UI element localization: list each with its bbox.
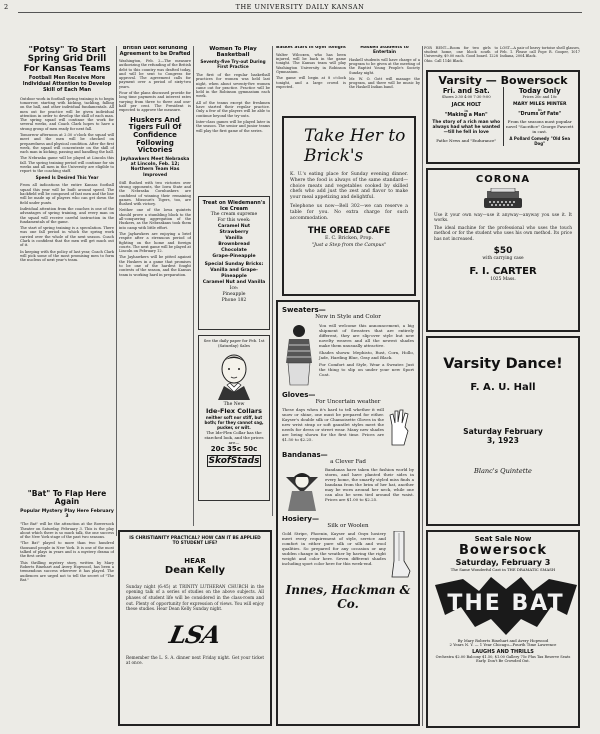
bat-tagline: The Same Wonderful Cast in THE DRAMATIC SMASH — [450, 567, 556, 572]
huskers-subhead: Jayhawkers Meet Nebraska at Lincoln, Feb. 12; Northern Team Has Improved — [120, 157, 190, 178]
bowersock-days: Today Only — [518, 87, 561, 95]
article-haskell — [349, 46, 420, 112]
article-potsy — [20, 46, 114, 488]
basket-paragraph: Walter Wilcoxen, who has been injured, will be back in the game tonight. The Kansas team will play Washington University in Robinson Gymnasium. — [276, 52, 346, 75]
kelly-speaker: Dean Kelly — [164, 564, 226, 576]
corona-case: with carrying case — [482, 256, 524, 262]
wiedemann-ice: Pineapple — [222, 292, 246, 297]
women-headline: Women To Play Basketball — [209, 46, 257, 59]
ad-corona — [426, 168, 580, 332]
sweaters-body: You will welcome this announcement, a big shipment of Sweaters that are entirely different, they are slip-over style but new novelty weaves and all the newest shades make them unusually attractive. — [319, 323, 414, 348]
potsy-subhead: Football Men Receive More Individual Attention to Develop Skill of Each Man — [22, 75, 112, 93]
glove-illustration — [384, 407, 414, 447]
kelly-body: Sunday night (6:45) at TRINITY LUTHERAN CHURCH in the opening talk of a series of studies on the above subjects. All phases of student life will be considered in the class-room and out. Plenty of opportunity for expression of views. You will enjoy these studies. Hear Dean Kelly Sunday night. — [126, 583, 264, 612]
potsy-paragraph: Tomorrow afternoon at 2:30 o'clock the squad will meet and the men will be checked on preparedness and physical condition. After the first week, the squad will concentrate on the skill of each man in kicking, passing and handling the ball. — [20, 132, 114, 155]
innes-store-logo: Innes, Hackman & Co. — [285, 583, 411, 611]
women-subhead: Seventy-five Try-out During First Practice — [200, 59, 266, 70]
column-rule — [193, 46, 194, 526]
bowersock-star: MARY MILES MINTER — [512, 102, 567, 107]
haskell-paragraph: Haskell students will have charge of a program to be given at the meeting of the Baptist Young People's Society Sunday night. — [349, 57, 420, 75]
potsy-paragraph: Individual attention from the coaches is one of the advantages of spring training, and every man on the squad will receive careful instruction in the fundamentals of the game. — [20, 206, 114, 224]
gloves-head: Gloves— — [282, 391, 316, 399]
wiedemann-ice-label: Ice: — [229, 286, 239, 291]
skofstad-desc: neither soft nor stiff, but both; for they cannot sag, pucker, or wilt. — [204, 415, 264, 431]
classified-for-rent: FOR RENT—Room for two girls to student home, one block south of University, $9.00 each. Good board. 1228 Ohio. Call 1146 Black. — [424, 46, 498, 63]
oread-body: K. U.'s eating place for Sunday evening dinner. Where the food is always of the same standard—choice meats and vegetables cooked by skilled chefs who add just the zest and flavor to make your meal appetizing and delightful. — [290, 172, 408, 201]
typewriter-icon — [481, 188, 525, 210]
women-paragraph: The first of the regular basketball practices for women was held last night, when about seventy-five women came out for practice. Practice will be held in the Robinson gymnasium each week. — [196, 72, 270, 99]
basket-headline: Basket Stars in Gym Tonight — [276, 46, 346, 50]
huskers-paragraph: Still flushed with two victories over strong opponents, the Iowa State and the Nebraska Cornhuskers are confident of winning their remaining games. Missouri's Tigers, too, are flushed with victory. — [119, 180, 191, 207]
debt-paragraph: Washington, Feb. 2—The measure authorizing the refunding of the British debt to this country was drafted today, and will be sent to Congress for approval. The agreement calls for payment over a period of sixty-two years. — [119, 59, 191, 89]
flavor-item: Strawberry — [219, 230, 249, 235]
corona-title: CORONA — [475, 174, 531, 185]
bandanas-head: Bandanas— — [282, 451, 328, 459]
ad-theaters — [426, 70, 580, 164]
huskers-paragraph: The Jayhawkers are enjoying a brief respite after a strenuous period of fighting on the home and foreign courts. The next game will be played at Lincoln on February 12. — [119, 231, 191, 254]
masthead-title: THE UNIVERSITY DAILY KANSAN — [235, 3, 365, 11]
column-rule — [272, 46, 273, 516]
bowersock-film: "Drums of Fate" — [518, 112, 562, 117]
bowersock-extra: A Pollard Comedy "Old Sea Dog" — [509, 136, 571, 146]
article-basket-stars — [276, 46, 346, 112]
lsa-logo: LSA — [166, 619, 223, 649]
bat-laughs: LAUGHS AND THRILLS — [472, 648, 534, 655]
flavor-item: Grape-Pineapple — [212, 254, 256, 259]
varsity-extra: Pathe News and "Endurance" — [436, 137, 497, 143]
ad-varsity-dance — [426, 336, 580, 526]
varsity-desc: The story of a rich man who always had what he wanted —till he fell in love — [432, 120, 501, 136]
bowersock-in: in — [537, 107, 542, 112]
skofstad-price-intro: The Ide-Flex Collar has the starched look, and the prices are— — [204, 430, 264, 446]
oread-name: THE OREAD CAFE — [307, 226, 391, 237]
kelly-hear: HEAR — [184, 556, 206, 565]
bat-paragraph: "The Bat" will be the attraction at the Bowersock Theater on Saturday, February 3. This is the play about which there is so much talk, the one success of the New York stage of the past two seasons. — [20, 522, 114, 540]
stocking-illustration — [386, 531, 414, 579]
corona-price: $50 — [493, 246, 513, 257]
sweaters-sub: New in Style and Color — [315, 314, 381, 320]
bandanas-sub: a Clever Fad — [330, 459, 366, 465]
corona-body2: The ideal machine for the professional who uses the touch method or for the student who uses his own method. Its price has not increased. — [434, 225, 572, 242]
special-item: Vanilla and Grape-Pineapple — [210, 268, 258, 279]
flavor-item: Caramel Nut — [217, 224, 251, 229]
theater-dash: — — [485, 74, 497, 87]
column-rule — [422, 46, 423, 726]
sweaters-tail: For Comfort and Style, Wear a Sweater. Just the thing to slip on under your new Sport Coat. — [319, 362, 414, 377]
varsity-name: Varsity — [438, 74, 482, 87]
bat-authors: By Mary Roberts Rinehart and Avery Hopwood — [457, 637, 549, 643]
bat-paragraph: This thrilling mystery story, written by Mary Roberts Rinehart and Avery Hopwood, has been a tremendous success wherever it has played. The audiences are urged not to tell the secret of "The Bat." — [20, 560, 114, 582]
bowersock-desc: From the seasons most popular novel "Sacrifice" George Fawcett in cast. — [506, 119, 574, 134]
varsity-times: Shows 2:30 4:00 7:30 9:00 — [441, 95, 491, 99]
bat-headline: "Bat" To Flap Here Again — [27, 490, 107, 507]
page-number: 2 — [4, 3, 9, 11]
bat-graphic — [433, 575, 573, 637]
potsy-paragraph: From all indications the entire Kansas football squad this year will be built around speed. The backfield will be composed of fast men and the line will be made up of players who can get down the field under punts. — [20, 183, 114, 205]
haskell-paragraph: Mr. W. O. Gott will manage the program, and there will be music by the Haskell Indian band. — [349, 76, 420, 90]
oread-tagline: "Just a Step from the Campus" — [311, 243, 387, 249]
bandanas-body: Bandanas have taken the fashion world by storm, and have planted their sides in every home, the smartly styled miss finds a bandana from the brim of her hat, another may be worn around her neck, while one can also be seen tied around the waist. Prices are $1.00 to $2.25. — [325, 467, 414, 502]
sweater-lady-illustration — [282, 323, 316, 387]
wiedemann-title: Treat on Wiedemann's Ice Cream — [202, 200, 266, 212]
gloves-sub: For Uncertain weather — [315, 399, 381, 405]
potsy-headline: "Potsy" To Start Spring Grid Drill For Kansas Teams — [23, 46, 111, 74]
speed-subhead: Speed Is Desired This Year — [35, 174, 99, 180]
sweaters-head: Sweaters— — [282, 306, 326, 314]
bat-date: Saturday, February 3 — [455, 558, 551, 567]
article-bat — [20, 490, 114, 726]
ad-innes-hackman — [276, 300, 420, 726]
dance-date: Saturday February 3, 1923 — [463, 427, 543, 445]
special-item: Caramel Nut and Vanilla — [202, 280, 266, 285]
haskell-headline: Haskell Students to Entertain — [360, 46, 409, 55]
potsy-paragraph: The Nebraska game will be played at Lincoln this fall. The spring training period will continue for six weeks and all men in the University are eligible to report to the coaching staff. — [20, 156, 114, 174]
skofstad-prices: 20c 35c 50c — [210, 445, 258, 454]
flavor-item: Vanilla — [225, 236, 243, 241]
man-portrait-illustration — [212, 350, 256, 400]
dance-title: Varsity Dance! — [443, 356, 563, 372]
dance-venue: F. A. U. Hall — [470, 382, 536, 393]
bat-run: 2 Years N. Y. — 1 Year Chicago—Fourth Time Lawrence — [449, 642, 557, 648]
bat-theater: Bowersock — [458, 543, 548, 558]
varsity-star: JACK HOLT — [451, 102, 481, 108]
skofstad-new-label: The New — [223, 402, 245, 408]
flavor-item: Chocolate — [221, 248, 247, 253]
ad-dean-kelly — [118, 530, 272, 726]
debt-paragraph: Four of the plans discussed provide for long time payments and interest rates varying from three to three and one-half per cent. The President is expected to approve the measure. — [119, 91, 191, 113]
oread-title: Take Her to Brick's — [304, 126, 406, 166]
basket-paragraph: The game will begin at 8 o'clock tonight, and a large crowd is expected. — [276, 76, 346, 89]
debt-headline: British Debt Refunding Agreement to be Drafted — [119, 46, 191, 57]
wiedemann-special-head: Special Sunday Bricks: — [204, 262, 264, 267]
kelly-headline: IS CHRISTIANITY PRACTICAL? HOW CAN IT BE APPLIED TO STUDENT LIFE? — [129, 536, 261, 547]
wiedemann-for-week: For this week: — [217, 218, 251, 223]
ad-wiedemann — [198, 196, 270, 330]
huskers-headline: Huskers And Tigers Full Of Confidence Following Victories — [128, 115, 182, 155]
varsity-days: Fri. and Sat. — [442, 87, 490, 95]
article-british-debt — [119, 46, 191, 516]
bat-paragraph: "The Bat" played to more than two hundred thousand people in New York. It is one of the most talked of plays in years and is a mystery drama of the first order. — [20, 541, 114, 559]
hosiery-head: Hosiery— — [282, 515, 319, 523]
wiedemann-phone: Phone 182 — [221, 298, 247, 303]
oread-owner: E. C. Bricken, Prop. — [324, 236, 374, 242]
skofstad-logo: SkofStads — [208, 456, 260, 467]
corona-address: 1025 Mass. — [490, 277, 516, 283]
hosiery-sub: Silk or Woolen — [327, 523, 369, 529]
bat-seat-sale: Seat Sale Now — [474, 535, 532, 543]
bat-play-title: THE BAT — [447, 590, 565, 616]
ad-skofstad — [198, 335, 270, 501]
gloves-body: These days when it's hard to tell whether it will snow or shine, one must be prepared for either. Kayser's double silk or Chamoisette Gloves in the new wrist strap or soft gauntlet styles meet the needs for dress or street wear. Many new shades are being shown for the first time. Prices are $1.50 to $2.25. — [282, 407, 384, 442]
varsity-film: "Making a Man" — [444, 113, 488, 118]
masthead-rule — [18, 12, 582, 13]
article-women-basketball — [196, 46, 270, 192]
dance-band: Blanc's Quintette — [474, 467, 532, 475]
wiedemann-intro: The cream supreme — [210, 212, 258, 217]
hosiery-body: Gold Stripe, Phoenix, Kayser and Onyx hosiery meet every requirement of style, service and comfort in either pure silk or silk and wool qualities. So prepared for any occasion or any sudden change in the weather by having the right weight and color here. Seven different shades including sport color here for this week-end. — [282, 531, 386, 566]
corona-dealer: F. I. CARTER — [469, 266, 537, 278]
potsy-paragraph: Outdoor work in football spring training is to begin tomorrow, starting with kicking, tackling, falling on the ball, and other individual fundamentals. All men out for practice will be given individual attention in order to develop the skill of each man. The spring squad will continue the work for several weeks, and Coach Clark hopes to have a strong group of men ready for next fall. — [20, 96, 114, 131]
potsy-paragraph: In keeping with the policy of last year, Coach Clark will pick some of the most promising men to form the nucleus of next year's team. — [20, 249, 114, 263]
women-paragraph: All of the teams except the freshmen have started their regular practice. Only a few of the players will be able to continue beyond the try-outs. — [196, 100, 270, 118]
bowersock-name: Bowersock — [500, 74, 568, 87]
ad-oread-cafe — [282, 116, 416, 296]
bandana-lady-illustration — [282, 467, 322, 511]
kelly-footer: Remember the L. S. A. dinner next Friday night. Get your ticket at once. — [126, 654, 264, 666]
oread-phone: Telephone us now—Bell 302—we can reserve a table for you. No extra charge for such accommodation. — [290, 203, 408, 221]
classified-lost: LOST—A pair of heavy tortoise shell glasses, Feb. 1. Please call Pope R. Gooper, 1017 Indiana, 2004 Black. — [500, 46, 580, 59]
bat-prices: Orchestra $2.00 Balcony $1.50, $1.00 Gallery 75c Plus Tax Reserve Seats Early. Don't Be Crowded Out. — [435, 654, 571, 664]
women-paragraph: Inter-class games will be played later in the season. The senior and junior teams will play the first game of the series. — [196, 119, 270, 133]
ad-bowersock-bat — [426, 530, 580, 728]
corona-body1: Use it your own way—use it anyway—anyway you use it. It works. — [434, 213, 572, 224]
huskers-paragraph: The Jayhawkers will be pitted against the Huskers in a game that promises to be one of the hardest fought contests of the season, and the Kansas team is working hard in preparation. — [119, 255, 191, 277]
varsity-in: in — [464, 108, 469, 113]
flavor-item: Brownbread — [218, 242, 250, 247]
skofstad-top-text: See the daily paper for Feb. 1st (Saturday) Sales — [203, 338, 265, 348]
sweaters-shades: Shades shown: Mephisto, Rust, Corn, Hollo, Jade, Harding Blue, Gray and Black. — [319, 350, 414, 360]
skofstad-product: Ide-Flex Collars — [206, 407, 262, 416]
huskers-paragraph: Neither one of the Iowa quintets should prove a stumbling block to the all-conquering aggregation of the Huskers, as the Nebraskans took them into camp with little effort. — [119, 208, 191, 230]
bat-subhead: Popular Mystery Play Here February 3 — [20, 508, 114, 519]
column-rule — [116, 46, 117, 536]
potsy-paragraph: The start of spring training is a speculation. There was one fall period in which the spring work carried over the whole of the next season. Coach Clark is confident that the men will get much out of it. — [20, 226, 114, 248]
bowersock-prices-small: Prices 20c and 10c — [522, 95, 558, 99]
